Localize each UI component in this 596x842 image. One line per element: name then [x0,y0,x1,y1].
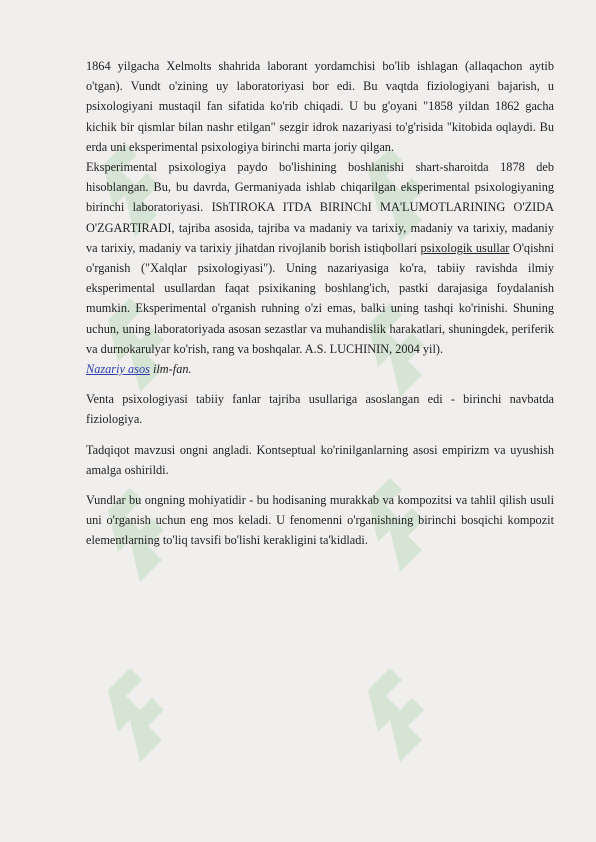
green-logo-mark-icon [360,660,440,770]
psixologik-usullar-link[interactable]: psixologik usullar [420,240,510,255]
paragraph-2-text-end: O'qishni o'rganish ("Xalqlar psixologiyasi"). Uning nazariyasiga ko'ra, tabiiy ravishda ilmiy eksperimental usullardan faqat psixikaning boshlang'ich, pastki darajasiga foydalanish mumkin. Eksperimental o'rganish ruhning o'zi emas, balki uning tashqi ko'rinishi. Shuning uchun, uning laboratoriyada asosan sezastlar va muhandislik harakatlari, shuningdek, periferik va durnokarulyar ko'rish, rang va boshqalar. A.S. LUCHININ, 2004 yil). [86,240,554,356]
paragraph-1: 1864 yilgacha Xelmolts shahrida laborant yordamchisi bo'lib ishlagan (allaqachon aytib o'tgan). Vundt o'zining uy laboratoriyasi bor edi. Bu vaqtda fiziologiyani bajarish, u psixologiyani mustaqil fan sifatida ko'rib chiqadi. U bu g'oyani "1858 yildan 1862 gacha kichik bir qismlar bilan nashr etilgan" sezgir idrok nazariyasi to'g'risida "kitobida oqlaydi. Bu erda uni eksperimental psixologiya birinchi marta joriy qilgan. [86,59,554,154]
document-page [86,56,554,551]
paragraph-2 [86,157,554,359]
paragraph-2-text-start: Eksperimental psixologiya paydo bo'lishining boshlanishi shart-sharoitda 1878 deb hisoblangan. Bu, bu davrda, Germaniyada ishlab chiqarilgan eksperimental psixologiyaning birinchi laboratoriyasi. IShTIROKA ITDA BIRINChI MA'LUMOTLARINING O'ZIDA O'ZGARTIRADI, tajriba asosida, tajriba va madaniy va tarixiy, madaniy va tarixiy, madaniy va tarixiy, madaniy va tarixiy jihatdan rivojlanib borish istiqbollari [86,160,554,255]
nazariy-asos-link[interactable]: Nazariy asos [86,362,150,377]
paragraph-6: Vundlar bu ongning mohiyatidir - bu hodisaning murakkab va kompozitsi va tahlil qilish usuli uni o'rganish uchun eng mos keladi. U fenomenni o'rganishning birinchi bosqichi kompozit elementlarning to'liq tavsifi bo'lishi kerakligini ta'kidladi. [86,493,554,548]
paragraph-4: Venta psixologiyasi tabiiy fanlar tajriba usullariga asoslangan edi - birinchi navbatda fiziologiya. [86,392,554,427]
paragraph-5: Tadqiqot mavzusi ongni angladi. Kontseptual ko'rinilganlarning asosi empirizm va uyushish amalga oshirildi. [86,442,554,477]
paragraph-3-text: ilm-fan. [152,362,192,377]
paragraph-3 [86,359,554,379]
green-logo-mark-icon [100,660,180,770]
